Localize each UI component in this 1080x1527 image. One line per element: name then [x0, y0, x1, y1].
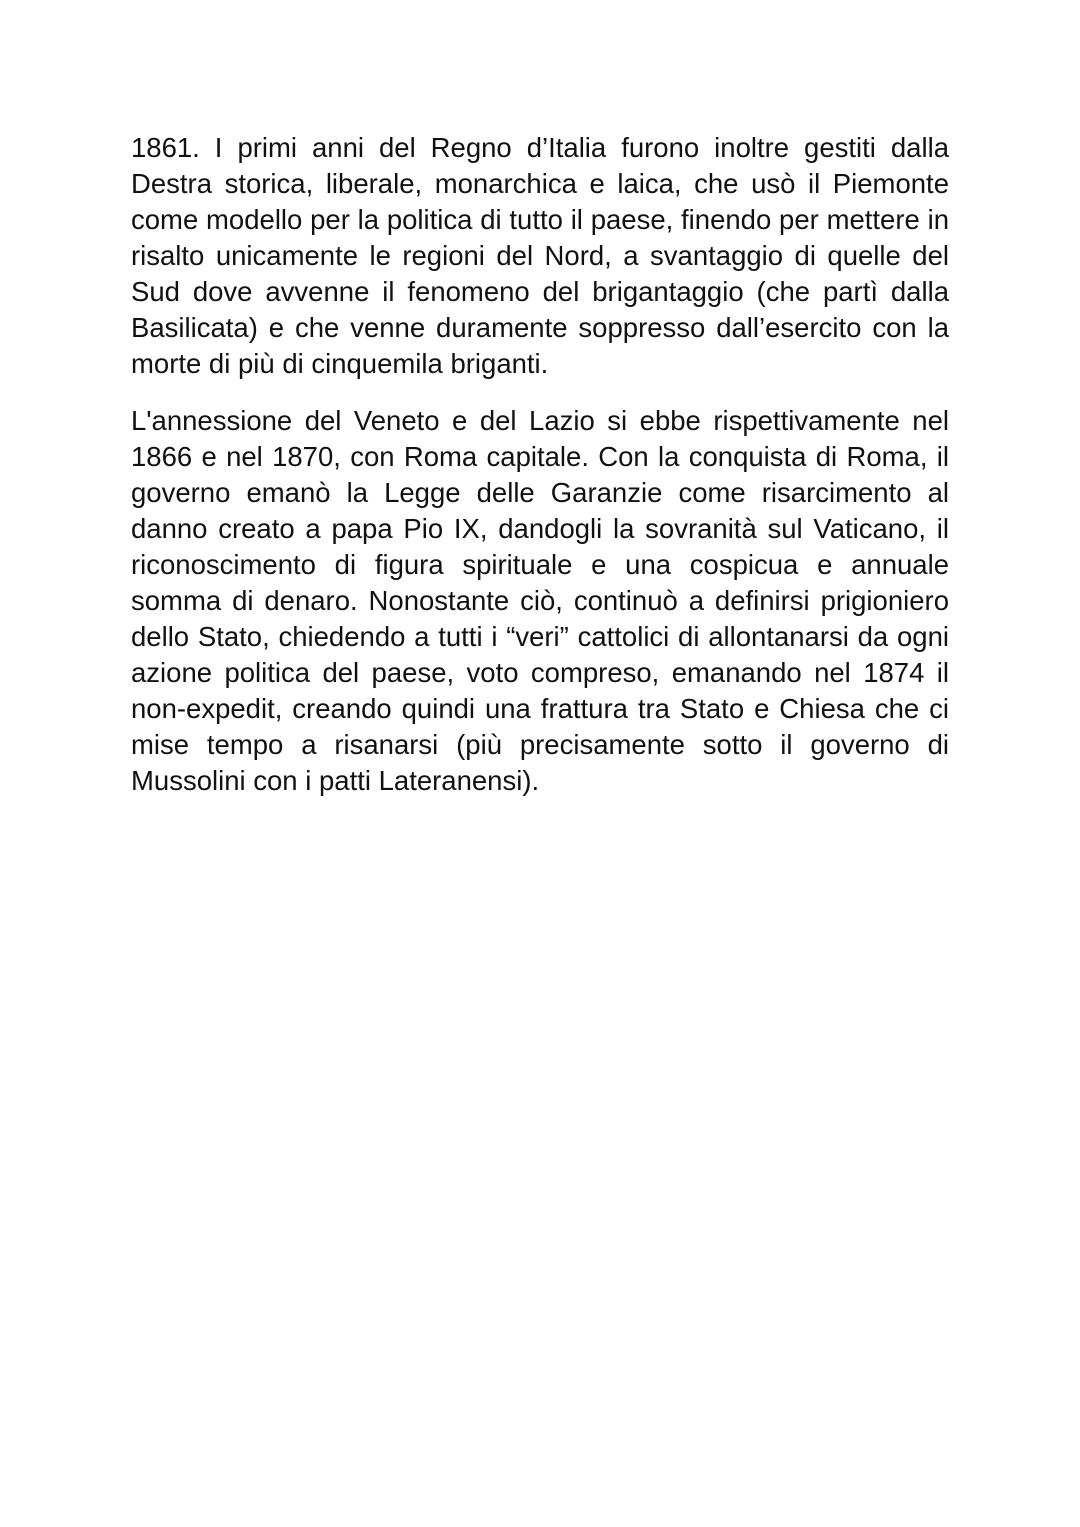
paragraph-1: 1861. I primi anni del Regno d’Italia furono inoltre gestiti dalla Destra storica, liberale, monarchica e laica, che usò il Piemonte come modello per la politica di tutto il paese, finendo per mettere in risalto unicamente le regioni del Nord, a svantaggio di quelle del Sud dove avvenne il fenomeno del brigantaggio (che partì dalla Basilicata) e che venne duramente soppresso dall’esercito con la morte di più di cinquemila briganti. — [131, 132, 949, 379]
paragraph-1-container — [131, 130, 949, 382]
paragraph-2-container — [131, 403, 949, 799]
paragraph-2: L'annessione del Veneto e del Lazio si ebbe rispettivamente nel 1866 e nel 1870, con Roma capitale. Con la conquista di Roma, il governo emanò la Legge delle Garanzie come risarcimento al danno creato a papa Pio IX, dandogli la sovranità sul Vaticano, il riconoscimento di figura spirituale e una cospicua e annuale somma di denaro. Nonostante ciò, continuò a definirsi prigioniero dello Stato, chiedendo a tutti i “veri” cattolici di allontanarsi da ogni azione politica del paese, voto compreso, emanando nel 1874 il non-expedit, creando quindi una frattura tra Stato e Chiesa che ci mise tempo a risanarsi (più precisamente sotto il governo di Mussolini con i patti Lateranensi). — [131, 405, 949, 796]
